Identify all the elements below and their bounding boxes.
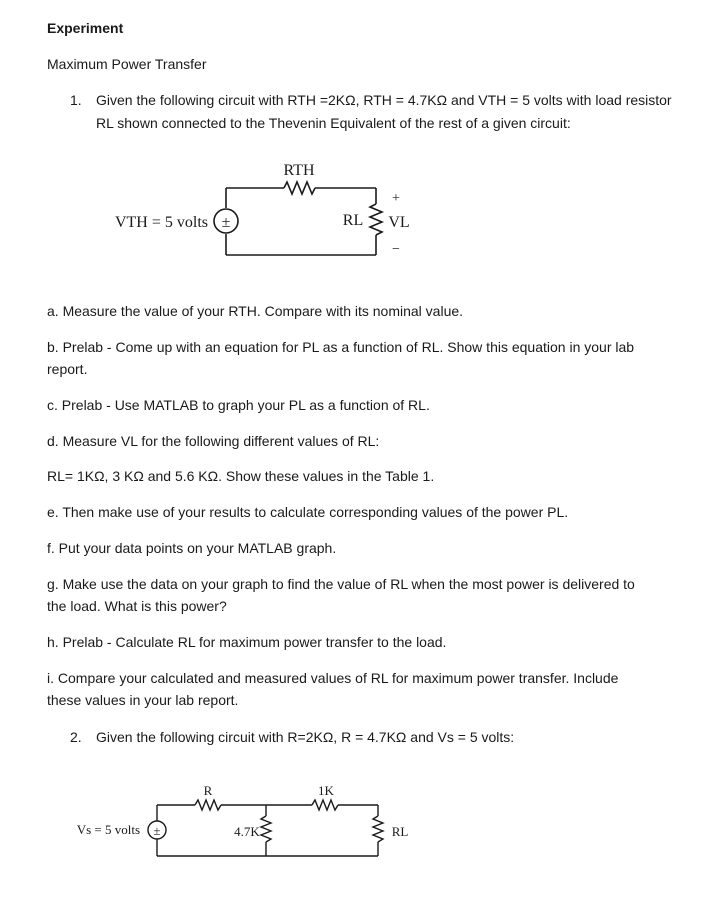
item-g-line-1: g. Make use the data on your graph to find the value of RL when the most power is delivered to (47, 576, 635, 592)
shunt-resistor (261, 816, 271, 842)
q2-number: 2. (70, 729, 82, 745)
section-title: Maximum Power Transfer (47, 56, 207, 72)
item-b-line-1: b. Prelab - Come up with an equation for PL as a function of RL. Show this equation in your lab (47, 339, 635, 355)
experiment-heading: Experiment (47, 20, 124, 36)
item-i-line-1: i. Compare your calculated and measured values of RL for maximum power transfer. Include (47, 670, 619, 686)
item-a: a. Measure the value of your RTH. Compare with its nominal value. (47, 303, 464, 319)
item-b-line-2: report. (47, 361, 88, 377)
item-e: e. Then make use of your results to calculate corresponding values of the power PL. (47, 504, 569, 520)
item-d: d. Measure VL for the following different values of RL: (47, 433, 380, 449)
vth-label: VTH = 5 volts (114, 214, 208, 231)
minus-sign: − (392, 242, 400, 257)
plus-sign: + (392, 191, 400, 206)
1k-label: 1K (318, 783, 334, 798)
source-symbol: ± (221, 214, 231, 231)
item-i-line-2: these values in your lab report. (47, 692, 239, 708)
1k-resistor (312, 800, 338, 810)
item-d-values: RL= 1KΩ, 3 KΩ and 5.6 KΩ. Show these values in the Table 1. (47, 468, 435, 484)
q1-line-2: RL shown connected to the Thevenin Equivalent of the rest of a given circuit: (96, 115, 571, 131)
item-f: f. Put your data points on your MATLAB graph. (47, 540, 337, 556)
vl-label: VL (388, 214, 410, 231)
r-resistor (195, 800, 221, 810)
rth-label: RTH (283, 162, 315, 179)
item-h: h. Prelab - Calculate RL for maximum power transfer to the load. (47, 634, 447, 650)
load-resistor (373, 816, 383, 842)
4-7k-label: 4.7K (234, 824, 260, 839)
item-c: c. Prelab - Use MATLAB to graph your PL as a function of RL. (47, 397, 430, 413)
q1-line-1: Given the following circuit with RTH =2KΩ, RTH = 4.7KΩ and VTH = 5 volts with load resistor (96, 92, 672, 108)
item-g-line-2: the load. What is this power? (47, 598, 227, 614)
q1-number: 1. (70, 92, 82, 108)
vs-label: Vs = 5 volts (76, 822, 140, 837)
q2-line-1: Given the following circuit with R=2KΩ, R = 4.7KΩ and Vs = 5 volts: (96, 729, 515, 745)
source-symbol-2: ± (153, 823, 161, 838)
rl-label: RL (342, 212, 364, 229)
rl-2-label: RL (391, 824, 409, 839)
r-label: R (203, 783, 213, 798)
